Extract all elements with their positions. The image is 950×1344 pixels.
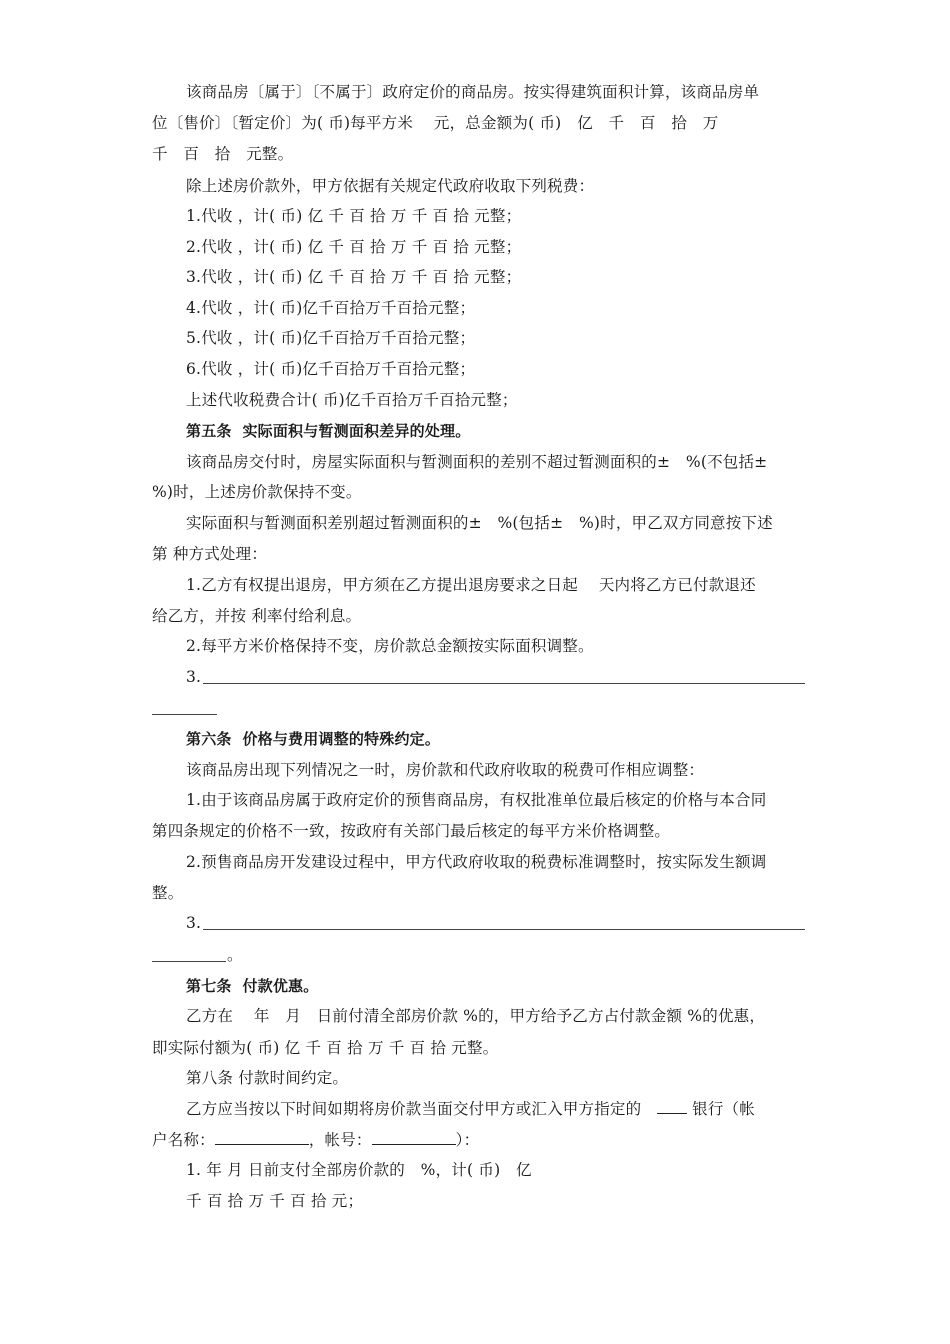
article-6-item-3-end: 。 <box>227 946 243 964</box>
article-6-item-2-line-1: 2.预售商品房开发建设过程中，甲方代政府收取的税费标准调整时，按实际发生额调 <box>186 853 767 871</box>
fee-item: 3.代收 ，计( 币) 亿 千 百 拾 万 千 百 拾 元整； <box>186 268 522 286</box>
price-paragraph-line-2: 位〔售价〕〔暂定价〕为( 币)每平方米 元，总金额为( 币) 亿 千 百 拾 万 <box>152 114 719 132</box>
article-8-title: 第八条 付款时间约定。 <box>186 1069 349 1087</box>
article-5-p2-line-2: 第 种方式处理： <box>152 545 268 563</box>
article-8-p-line-2 <box>152 1130 479 1150</box>
blank-fill-line <box>203 929 805 930</box>
article-6-item-1-line-1: 1.由于该商品房属于政府定价的预售商品房，有权批准单位最后核定的价格与本合同 <box>186 791 767 809</box>
article-8-item-1-line-1: 1. 年 月 日前支付全部房价款的 %，计( 币) 亿 <box>186 1161 532 1179</box>
article-8-item-1-line-2: 千 百 拾 万 千 百 拾 元； <box>186 1192 364 1210</box>
article-5-p1-line-1: 该商品房交付时，房屋实际面积与暂测面积的差别不超过暂测面积的± %(不包括± <box>186 453 768 471</box>
article-5-p2-line-1: 实际面积与暂测面积差别超过暂测面积的± %(包括± %)时，甲乙双方同意按下述 <box>186 514 773 532</box>
article-5-item-2: 2.每平方米价格保持不变，房价款总金额按实际面积调整。 <box>186 637 594 655</box>
account-name-label: 户名称： <box>152 1131 215 1149</box>
price-paragraph-line-1: 该商品房〔属于〕〔不属于〕政府定价的商品房。按实得建筑面积计算，该商品房单 <box>186 83 760 101</box>
bank-name-blank[interactable] <box>657 1099 687 1114</box>
fee-item: 5.代收 ，计( 币)亿千百拾万千百拾元整； <box>186 329 476 347</box>
article-6-intro: 该商品房出现下列情况之一时，房价款和代政府收取的税费可作相应调整： <box>186 761 705 779</box>
article-7-p-line-1: 乙方在 年 月 日前付清全部房价款 %的，甲方给予乙方占付款金额 %的优惠， <box>186 1007 766 1025</box>
fees-intro: 除上述房价款外，甲方依据有关规定代政府收取下列税费： <box>186 177 595 195</box>
article-6-item-1-line-2: 第四条规定的价格不一致，按政府有关部门最后核定的每平方米价格调整。 <box>152 822 671 840</box>
article-8-p-line-2-end: ）： <box>455 1131 480 1149</box>
price-paragraph-line-3: 千 百 拾 元整。 <box>152 145 294 163</box>
article-5-p1-line-2: %)时，上述房价款保持不变。 <box>152 483 362 501</box>
article-7-title: 第七条 付款优惠。 <box>186 977 319 995</box>
blank-fill-line <box>152 714 217 715</box>
article-5-item-1-line-1: 1.乙方有权提出退房，甲方须在乙方提出退房要求之日起 天内将乙方已付款退还 <box>186 576 756 594</box>
account-number-blank[interactable] <box>372 1130 456 1145</box>
article-7-p-line-2: 即实际付额为( 币) 亿 千 百 拾 万 千 百 拾 元整。 <box>152 1039 499 1057</box>
fee-item: 2.代收 ，计( 币) 亿 千 百 拾 万 千 百 拾 元整； <box>186 238 522 256</box>
article-6-title: 第六条 价格与费用调整的特殊约定。 <box>186 730 441 748</box>
article-5-title: 第五条 实际面积与暂测面积差异的处理。 <box>186 422 471 440</box>
article-5-item-1-line-2: 给乙方，并按 利率付给利息。 <box>152 607 362 625</box>
article-8-p-line-1 <box>186 1099 755 1119</box>
blank-fill-line <box>152 961 226 962</box>
article-5-item-3: 3. <box>186 668 202 686</box>
article-6-item-3: 3. <box>186 914 202 932</box>
fee-item: 4.代收 ，计( 币)亿千百拾万千百拾元整； <box>186 299 476 317</box>
account-number-label: ，帐号： <box>308 1131 372 1149</box>
account-name-blank[interactable] <box>215 1130 309 1145</box>
fee-item: 1.代收 ，计( 币) 亿 千 百 拾 万 千 百 拾 元整； <box>186 207 522 225</box>
fee-item: 6.代收 ，计( 币)亿千百拾万千百拾元整； <box>186 360 476 378</box>
blank-fill-line <box>203 683 805 684</box>
article-8-p-line-1-b: 银行（帐 <box>687 1100 755 1118</box>
article-6-item-2-line-2: 整。 <box>152 884 184 902</box>
fee-total: 上述代收税费合计( 币)亿千百拾万千百拾元整； <box>186 391 518 409</box>
article-8-p-line-1-a: 乙方应当按以下时间如期将房价款当面交付甲方或汇入甲方指定的 <box>186 1100 658 1118</box>
